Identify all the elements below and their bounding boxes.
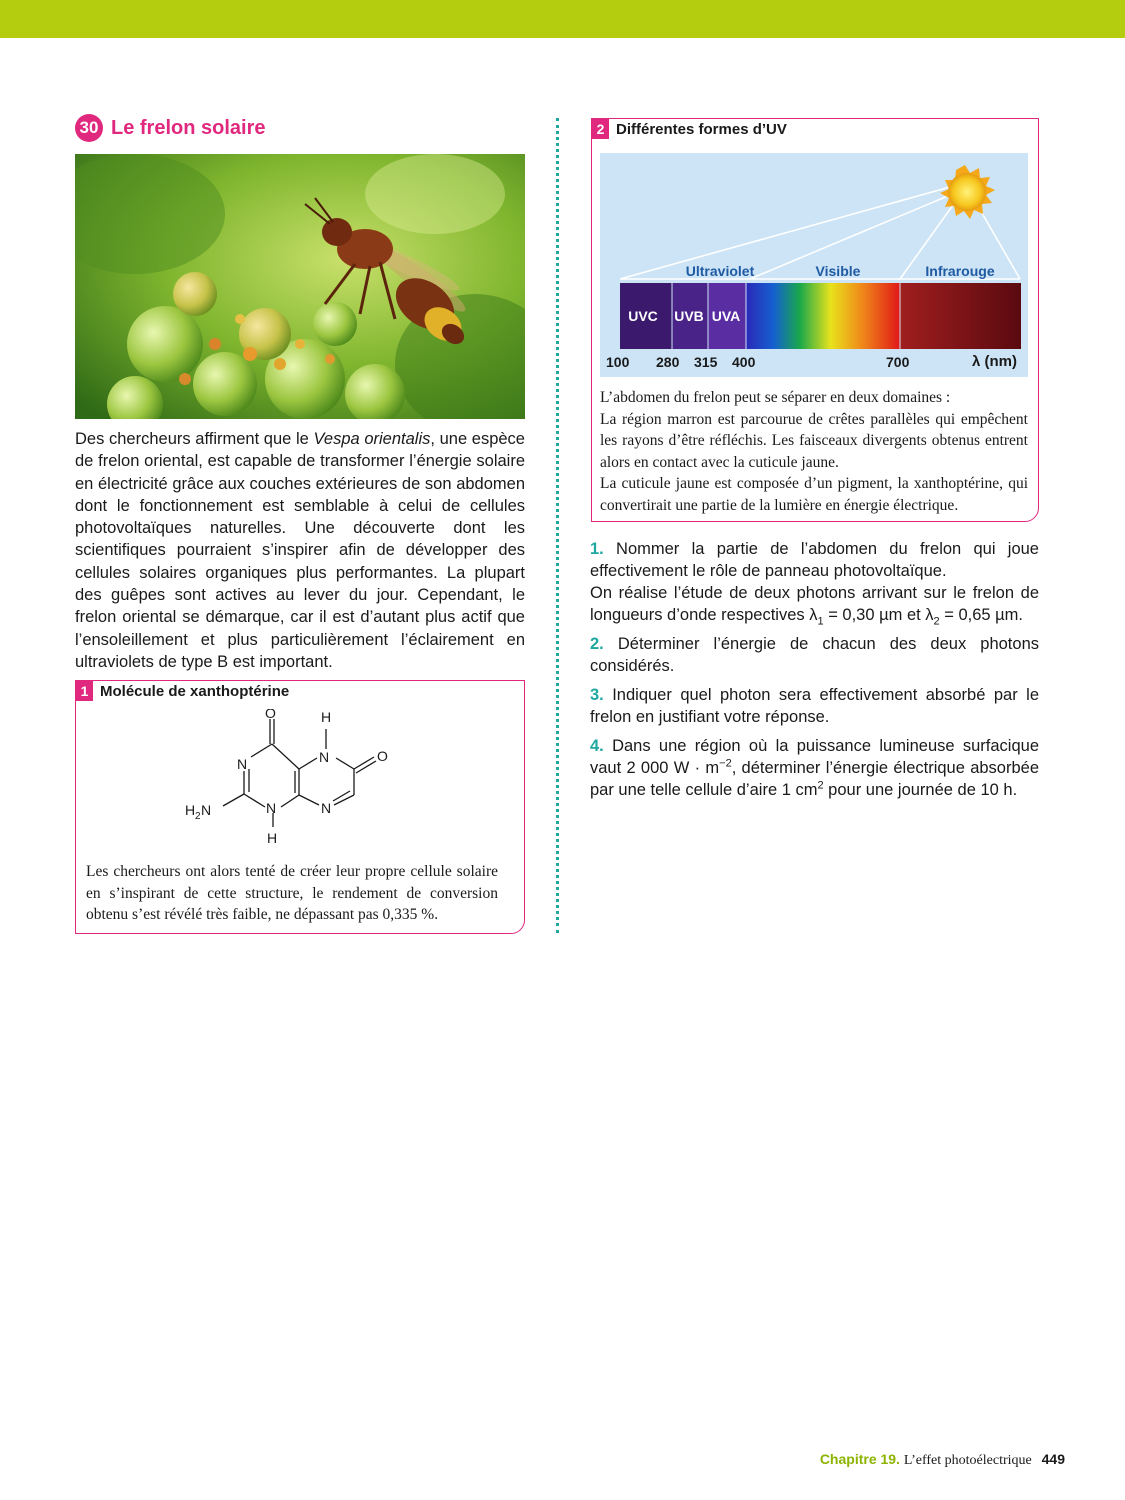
document-2-title: Différentes formes d’UV xyxy=(616,121,787,138)
tick-700: 700 xyxy=(886,354,910,370)
species-name: Vespa orientalis xyxy=(313,430,431,448)
document-2-caption: L’abdomen du frelon peut se séparer en deux domaines : La région marron est parcourue de crêtes parallèles qui empêchent les rayons d’être réfléchis. Les faisceaux divergents obtenus entrent alors en contact avec la cuticule jaune. La cuticule jaune est composée d’un pigment, la xanthoptérine, qui convertirait une partie de la lumière en énergie électrique. xyxy=(600,389,1028,514)
svg-text:O: O xyxy=(377,748,388,764)
xanthopterin-structure xyxy=(181,709,421,857)
svg-text:H: H xyxy=(185,802,196,818)
questions-list xyxy=(590,538,1039,808)
svg-text:N: N xyxy=(201,802,212,818)
svg-text:N: N xyxy=(237,756,248,772)
chapter-title: L’effet photoélectrique xyxy=(903,1453,1032,1468)
question-4: 4. Dans une région où la puissance lumineuse surfacique vaut 2 000 $W \cdot m^{-2}$, déterminer l’énergie électrique absorbée par une telle cellule d’aire 1 $cm^2$ pour une journée de 10 h. xyxy=(590,737,1039,799)
svg-text:N: N xyxy=(319,749,330,765)
page-number: 449 xyxy=(1041,1451,1065,1467)
document-2-number: 2 xyxy=(592,119,609,139)
exercise-number-badge: 30 xyxy=(75,114,103,142)
svg-text:N: N xyxy=(321,800,332,816)
svg-text:2: 2 xyxy=(195,811,201,822)
hornet-photo xyxy=(75,154,525,419)
exercise-title: Le frelon solaire xyxy=(111,116,266,139)
question-1: 1. Nommer la partie de l’abdomen du frelon qui joue effectivement le rôle de panneau photovoltaïque. On réalise l’étude de deux photons arrivant sur le frelon de longueurs d’onde respectives $\lambda_1 = 0,30$ µm et $\lambda_2 = 0,65$ µm. xyxy=(590,540,1039,628)
uvb-label: UVB xyxy=(674,308,704,324)
document-1-number: 1 xyxy=(76,681,93,701)
document-1-title: Molécule de xanthoptérine xyxy=(100,683,290,700)
spectrum-diagram xyxy=(600,153,1028,377)
uva-label: UVA xyxy=(711,308,741,324)
tick-280: 280 xyxy=(656,354,680,370)
uvc-label: UVC xyxy=(628,308,658,324)
document-2-box xyxy=(591,118,1039,522)
question-3: 3. Indiquer quel photon sera effectivement absorbé par le frelon en justifiant votre réponse. xyxy=(590,686,1039,726)
svg-text:O: O xyxy=(265,709,276,721)
band-ultraviolet: Ultraviolet xyxy=(685,263,755,279)
band-infrared: Infrarouge xyxy=(925,263,995,279)
chapter-label: Chapitre 19. xyxy=(819,1451,900,1467)
document-1-caption: Les chercheurs ont alors tenté de créer leur propre cellule solaire en s’inspirant de cette structure, le rendement de conversion obtenu s’est révélé très faible, ne dépassant pas 0,335 %. xyxy=(86,863,498,923)
exercise-header xyxy=(75,113,266,143)
intro-paragraph: Des chercheurs affirment que le Vespa orientalis, une espèce de frelon oriental, est capable de transformer l’énergie solaire en électricité grâce aux couches extérieures de son abdomen dont le fonctionnement est semblable à celui de cellules photovoltaïques naturelles. Une découverte dont les scientifiques pourraient s’inspirer afin de développer des cellules solaires organiques plus performantes. La plupart des guêpes sont actives au lever du jour. Cependant, le frelon oriental se démarque, car il est d’autant plus actif que l’ensoleillement et plus particulièrement l’éclairement en ultraviolets de type B est important. xyxy=(75,430,525,671)
tick-400: 400 xyxy=(732,354,756,370)
top-color-band xyxy=(0,0,1125,38)
axis-label: λ (nm) xyxy=(972,353,1017,370)
svg-text:H: H xyxy=(267,830,278,846)
band-visible: Visible xyxy=(815,263,861,279)
svg-text:N: N xyxy=(266,800,277,816)
svg-text:H: H xyxy=(321,709,332,725)
column-divider xyxy=(556,118,559,933)
tick-315: 315 xyxy=(694,354,718,370)
document-1-box xyxy=(75,680,525,934)
page-footer xyxy=(820,1451,1065,1469)
tick-100: 100 xyxy=(606,354,630,370)
question-2: 2. Déterminer l’énergie de chacun des deux photons considérés. xyxy=(590,635,1039,675)
